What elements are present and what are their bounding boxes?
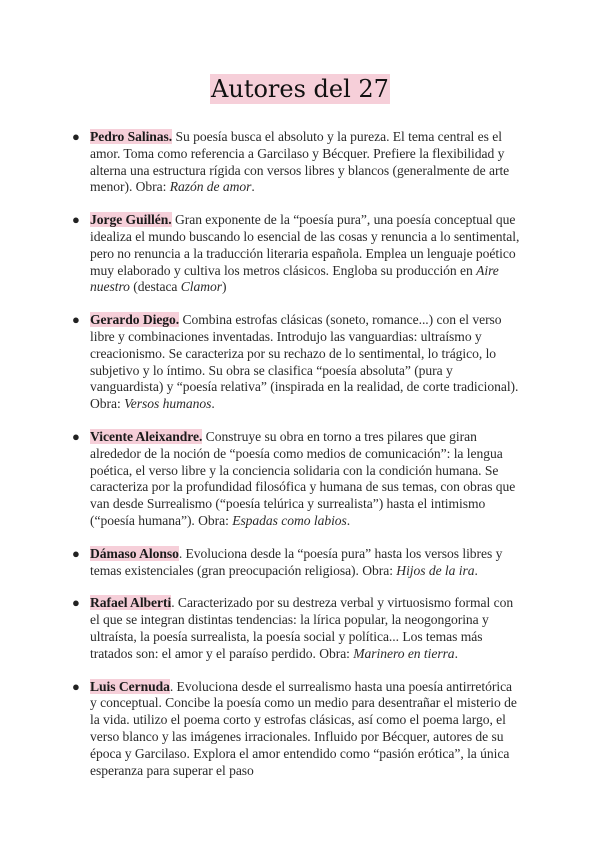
author-description: . Caracterizado por su destreza verbal y virtuosismo formal con el que se integran distintas tendencias: la lírica popular, la neogongorina y ultraísta, la poesía surrealista, la poesía social y política... Los temas más tratados son: el amor y el paraíso perdido. Obra: <box>90 595 514 661</box>
author-name: Pedro Salinas. <box>90 129 173 144</box>
author-work: Aire nuestro <box>90 262 499 295</box>
author-tail: . <box>454 645 458 661</box>
author-work-secondary: Clamor <box>180 279 223 295</box>
authors-list <box>72 129 522 779</box>
author-work: Marinero en tierra <box>353 645 455 661</box>
author-name: Luis Cernuda <box>90 678 170 694</box>
author-work: Versos humanos <box>124 396 212 412</box>
author-description: . Evoluciona desde la “poesía pura” hasta los versos libres y temas existenciales (gran preocupación religiosa). Obra: <box>90 545 503 578</box>
list-item-gerardo-diego <box>72 312 522 413</box>
author-description: Su poesía busca el absoluto y la pureza. El tema central es el amor. Toma como referencia a Garcilaso y Bécquer. Prefiere la flexibilidad y alterna una estructura rígida con versos libres y blancos (generalmente de arte menor). Obra: <box>90 129 510 195</box>
author-description: Combina estrofas clásicas (soneto, romance...) con el verso libre y combinaciones inventadas. Introdujo las vanguardias: ultraísmo y creacionismo. Se caracteriza por su rechazo de lo sentimental, lo trágico, lo subjetivo y lo íntimo. Su obra se clasifica “poesía absoluta” (pura y vanguardista) y “poesía relativa” (inspirada en la realidad, de corte tradicional). Obra: <box>90 312 519 412</box>
bullet-icon: ● <box>72 212 80 228</box>
bullet-icon: ● <box>72 428 80 444</box>
list-item-damaso-alonso <box>72 545 522 580</box>
bullet-icon: ● <box>72 545 80 561</box>
author-description: . Evoluciona desde el surrealismo hasta una poesía antirretórica y conceptual. Concibe la poesía como un medio para desentrañar el misterio de la vida. utilizo el poema corto y estrofas clásicas, así como el poema largo, el verso blanco y las imágenes irracionales. Influido por Bécquer, autores de su época y Garcilaso. Explora el amor entendido como “pasión erótica”, la única esperanza para superar el paso <box>90 678 517 778</box>
author-description: Construye su obra en torno a tres pilares que giran alrededor de la noción de “poesía como medios de comunicación”: la lengua poética, el verso libre y la conciencia solidaria con la condición humana. Se caracteriza por la profundidad filosófica y humana de sus temas, con obras que van desde Surrealismo (“poesía telúrica y surrealista”) hasta el intimismo (“poesía humana”). Obra: <box>90 428 516 528</box>
page-title: Autores del 27 <box>211 75 389 103</box>
bullet-icon: ● <box>72 595 80 611</box>
author-name: Vicente Aleixandre. <box>90 428 203 444</box>
author-name: Rafael Alberti <box>90 595 172 611</box>
author-tail: . <box>211 396 215 412</box>
author-work: Razón de amor <box>169 179 252 195</box>
list-item-jorge-guillen <box>72 212 522 296</box>
author-name: Gerardo Diego. <box>90 312 180 328</box>
author-tail: . <box>251 179 255 195</box>
author-tail: . <box>346 512 351 528</box>
list-item-pedro-salinas <box>72 129 522 196</box>
author-name: Dámaso Alonso <box>90 545 179 561</box>
author-work: Espadas como labios <box>232 512 347 528</box>
list-item-vicente-aleixandre <box>72 428 522 530</box>
author-description: Gran exponente de la “poesía pura”, una poesía conceptual que idealiza el mundo buscando lo esencial de las cosas y renuncia a lo sentimental, pero no renuncia a la traducción literaria española. Emplea un lenguaje poético muy elaborado y cultiva los metros clásicos. Engloba su producción en <box>90 212 520 278</box>
bullet-icon: ● <box>72 678 80 694</box>
list-item-luis-cernuda <box>72 678 522 780</box>
author-tail: . <box>474 562 478 578</box>
bullet-icon: ● <box>72 129 80 144</box>
list-item-rafael-alberti <box>72 595 522 662</box>
bullet-icon: ● <box>72 312 80 328</box>
author-tail-secondary: ) <box>222 279 227 295</box>
author-tail: (destaca <box>129 279 181 295</box>
title-wrap <box>0 74 600 104</box>
author-name: Jorge Guillén. <box>90 212 172 228</box>
author-work: Hijos de la ira <box>396 562 475 578</box>
